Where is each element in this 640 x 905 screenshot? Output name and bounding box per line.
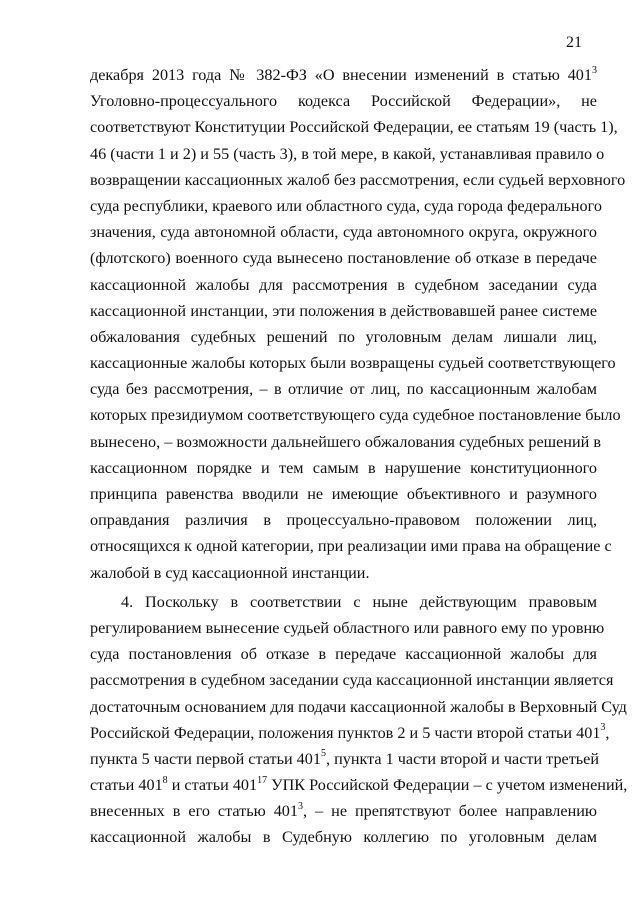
text-line: [90, 245, 597, 271]
line-text: статьи 401: [90, 776, 163, 795]
text-line: [90, 615, 605, 641]
text-line: [90, 694, 627, 720]
text-line: [90, 402, 621, 428]
line-text: 46 (части 1 и 2) и 55 (часть 3), в той мере, в какой, устанавливая правило о: [90, 144, 605, 163]
text-line: [90, 298, 597, 324]
text-line: [90, 667, 614, 693]
text-line: [90, 376, 597, 402]
line-text: обжалования судебных решений по уголовным делам лишали лиц,: [90, 327, 597, 346]
superscript: 5: [320, 748, 326, 760]
document-body: [90, 62, 628, 851]
text-line: [90, 798, 597, 824]
line-text: вынесено, – возможности дальнейшего обжалования судебных решений в: [90, 432, 601, 451]
line-text: соответствуют Конституции Российской Федерации, ее статьям 19 (часть 1),: [90, 118, 618, 137]
text-line: [90, 455, 597, 481]
line-text: суда без рассмотрения, – в отличие от лиц, по кассационным жалобам: [90, 380, 597, 399]
text-line: [90, 272, 597, 298]
line-text: которых президиумом соответствующего суда судебное постановление было: [90, 406, 621, 425]
text-line: [90, 114, 618, 140]
line-text: оправдания различия в процессуально-правовом положении лиц,: [90, 511, 597, 530]
text-line: [90, 746, 600, 772]
superscript: 17: [257, 774, 268, 786]
line-text: и статьи 401: [167, 776, 258, 795]
text-line: [90, 193, 602, 219]
text-line: [90, 560, 597, 586]
line-text: кассационной инстанции, эти положения в действовавшей ранее системе: [90, 301, 597, 320]
superscript: 3: [592, 64, 597, 76]
line-text: , – не препятствуют более направлению: [303, 802, 597, 821]
text-line: [90, 824, 597, 850]
superscript: 3: [298, 800, 303, 812]
text-line: [90, 533, 612, 559]
line-text: значения, суда автономной области, суда автономного округа, окружного: [90, 223, 597, 242]
line-text: кассационном порядке и тем самым в нарушение конституционного: [90, 458, 597, 477]
line-text: , пункта 1 части второй и части третьей: [325, 749, 600, 768]
line-text: внесенных в его статью 401: [90, 802, 298, 821]
line-text: рассмотрения в судебном заседании суда кассационной инстанции является: [90, 671, 614, 690]
text-line: [90, 324, 597, 350]
line-text: 4. Поскольку в соответствии с ныне действующим правовым: [121, 592, 597, 611]
text-line: [90, 219, 597, 245]
text-line: [90, 589, 597, 615]
line-text: суда республики, краевого или областного суда, суда города федерального: [90, 196, 602, 215]
text-line: [90, 720, 610, 746]
line-text: возвращении кассационных жалоб без рассмотрения, если судьей верховного: [90, 170, 626, 189]
line-text: кассационной жалобы в Судебную коллегию по уголовным делам: [90, 828, 597, 847]
text-line: [90, 481, 597, 507]
line-text: кассационной жалобы для рассмотрения в судебном заседании суда: [90, 275, 597, 294]
line-text: ,: [605, 723, 610, 742]
line-text: УПК Российской Федерации – с учетом изменений,: [267, 776, 628, 795]
page-number: 21: [566, 34, 582, 51]
text-line: [90, 88, 597, 114]
text-line: [90, 62, 597, 88]
line-text: Уголовно-процессуального кодекса Российской Федерации», не: [90, 92, 597, 111]
line-text: пункта 5 части первой статьи 401: [90, 749, 321, 768]
text-line: [90, 167, 626, 193]
text-line: [90, 141, 605, 167]
line-text: принципа равенства вводили не имеющие объективного и разумного: [90, 485, 597, 503]
line-text: суда постановления об отказе в передаче кассационной жалобы для: [90, 645, 597, 664]
line-text: декабря 2013 года № 382-ФЗ «О внесении изменений в статью 401: [90, 66, 592, 84]
text-line: [90, 507, 597, 533]
superscript: 3: [600, 722, 606, 734]
line-text: (флотского) военного суда вынесено постановление об отказе в передаче: [90, 249, 597, 268]
text-line: [90, 641, 597, 667]
line-text: достаточным основанием для подачи кассационной жалобы в Верховный Суд: [90, 697, 627, 716]
text-line: [90, 429, 601, 455]
superscript: 8: [162, 774, 168, 786]
text-line: [90, 350, 616, 376]
text-line: [90, 772, 628, 798]
line-text: Российской Федерации, положения пунктов 2 и 5 части второй статьи 401: [90, 723, 601, 742]
line-text: регулированием вынесение судьей областного или равного ему по уровню: [90, 618, 605, 637]
line-text: кассационные жалобы которых были возвращены судьей соответствующего: [90, 354, 616, 373]
line-text: относящихся к одной категории, при реализации ими права на обращение с: [90, 537, 612, 556]
line-text: жалобой в суд кассационной инстанции.: [90, 563, 370, 582]
